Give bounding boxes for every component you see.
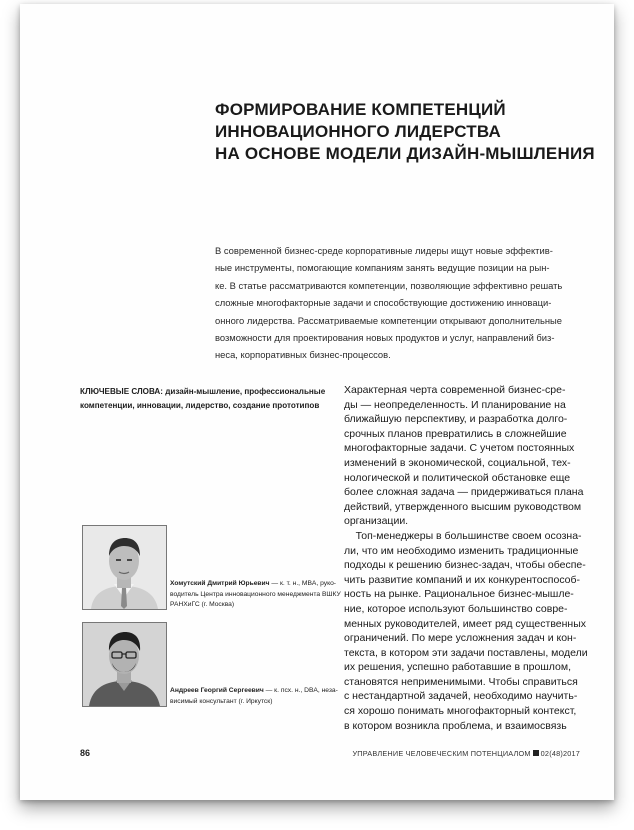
page-number: 86: [80, 748, 91, 758]
body-line: ность на рынке. Рациональное бизнес-мышле-: [344, 588, 574, 601]
square-bullet-icon: [533, 750, 539, 756]
body-line: срочных планов превратились в сложнейшие: [344, 427, 567, 440]
author-name: Хомутский Дмитрий Юрьевич: [170, 580, 270, 587]
body-line: ограничений. По мере усложнения задач и кон-: [344, 632, 577, 645]
body-line: подходы к решению бизнес-задач, чтобы обеспе-: [344, 559, 586, 572]
author-bio-line: висимый консультант (г. Иркутск): [170, 697, 273, 705]
portrait-icon: [83, 526, 166, 609]
body-line: текста, в котором эти задачи поставлены, модели: [344, 646, 588, 659]
author-bio-line: — к. псх. н., DBA, неза-: [263, 687, 338, 694]
body-line: нологической и политической обстановке еще: [344, 471, 571, 484]
author-name: Андреев Георгий Сергеевич: [170, 687, 264, 694]
abstract-line: ке. В статье рассматриваются компетенции, позволяющие эффективно решать: [215, 279, 563, 291]
author-bio-line: — к. т. н., MBA, руко-: [269, 580, 337, 587]
body-text: [344, 383, 604, 733]
abstract-line: ные инструменты, помогающие компаниям занять ведущие позиции на рын-: [215, 262, 550, 274]
author-photo-andreev: [82, 622, 167, 707]
body-line: в котором возникла проблема, и взаимосвязь: [344, 719, 567, 732]
body-line: более сложная задача — придерживаться плана: [344, 486, 584, 499]
body-line: изменений в экономической, социальной, тех-: [344, 456, 571, 469]
body-line: действий, утвержденного высшим руководством: [344, 500, 582, 513]
body-line: с нестандартной задачей, необходимо научить-: [344, 690, 578, 703]
author-bio-khomutsky: [170, 579, 340, 611]
portrait-icon: [83, 623, 166, 706]
keywords-line: КЛЮЧЕВЫЕ СЛОВА: дизайн-мышление, профессиональные: [80, 387, 326, 396]
body-line: ды — неопределенность. И планирование на: [344, 398, 566, 411]
journal-page: [20, 4, 614, 800]
title-line: ИННОВАЦИОННОГО ЛИДЕРСТВА: [215, 122, 501, 141]
body-line: становятся неприменимыми. Чтобы справиться: [344, 675, 578, 688]
author-bio-line: РАНХиГС (г. Москва): [170, 601, 235, 608]
author-photo-khomutsky: [82, 525, 167, 610]
body-line: чить развитие компаний и их конкурентоспособ-: [344, 573, 581, 586]
abstract-line: онного лидерства. Рассматриваемые компетенции открывают дополнительные: [215, 314, 562, 326]
abstract: [215, 242, 600, 364]
title-line: НА ОСНОВЕ МОДЕЛИ ДИЗАЙН-МЫШЛЕНИЯ: [215, 144, 595, 163]
author-bio-andreev: [170, 686, 340, 707]
abstract-line: сложные многофакторные задачи и способствующие достижению инновaци-: [215, 297, 552, 309]
keywords-line: компетенции, инновации, лидерство, создание прототипов: [80, 401, 320, 410]
body-line: организации.: [344, 515, 409, 528]
journal-issue: 02(48)2017: [540, 749, 580, 758]
keywords: [80, 385, 340, 413]
body-line: ся хорошо понимать многофакторный контекст,: [344, 705, 577, 718]
body-line: их решения, успешно работавшие в прошлом,: [344, 661, 572, 674]
body-line: многофакторные задачи. С учетом постоянных: [344, 442, 575, 455]
journal-footer: [352, 749, 580, 758]
author-bio-line: водитель Центра инновационного менеджмента ВШКУ: [170, 590, 341, 598]
body-line: ли, что им необходимо изменить традиционные: [344, 544, 579, 557]
body-line: ние, которое используют большинство совре-: [344, 602, 568, 615]
body-line: ближайшую перспективу, и разработка долго-: [344, 413, 568, 426]
abstract-line: неса, корпоративных бизнес-процессов.: [215, 349, 391, 361]
abstract-line: возможности для проектирования новых продуктов и услуг, направлений биз-: [215, 332, 555, 344]
article-title: [215, 99, 595, 165]
body-line: менных руководителей, имеет ряд существенных: [344, 617, 587, 630]
title-line: ФОРМИРОВАНИЕ КОМПЕТЕНЦИЙ: [215, 100, 506, 119]
body-line: Характерная черта современной бизнес-сре-: [344, 384, 566, 396]
journal-name: УПРАВЛЕНИЕ ЧЕЛОВЕЧЕСКИМ ПОТЕНЦИАЛОМ: [352, 749, 531, 758]
body-line: Топ-менеджеры в большинстве своем осозна-: [344, 529, 582, 542]
abstract-line: В современной бизнес-среде корпоративные лидеры ищут новые эффектив-: [215, 245, 553, 256]
